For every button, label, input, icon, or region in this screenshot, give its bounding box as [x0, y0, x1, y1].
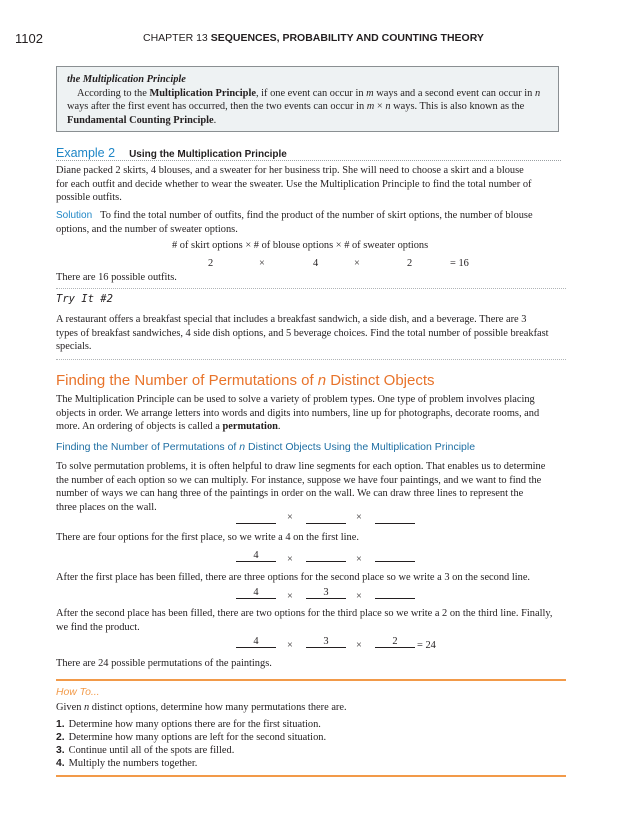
chapter-header	[143, 32, 484, 44]
how-to-step: 3. Continue until all of the spots are filled.	[56, 745, 235, 756]
filled-line: 3	[306, 587, 346, 599]
how-to-steps	[56, 718, 326, 770]
chapter-title: SEQUENCES, PROBABILITY AND COUNTING THEORY	[210, 32, 484, 44]
blank-line	[306, 512, 346, 524]
product-row: 4 × 3 × 2 = 24	[0, 636, 630, 650]
example-label: Example 2	[56, 146, 116, 160]
blank-line	[375, 550, 415, 562]
filled-line: 4	[236, 550, 276, 562]
how-to-step: 1. Determine how many options there are for the first situation.	[56, 719, 321, 730]
paragraph-line: To solve permutation problems, it is often helpful to draw line segments for each option. That enables us to determine	[56, 461, 546, 472]
chapter-label: CHAPTER 13	[143, 32, 208, 44]
page-number: 1102	[15, 31, 43, 46]
definition-box	[56, 66, 559, 132]
example-solution	[56, 209, 566, 236]
blank-line	[306, 550, 346, 562]
filled-lines-row: 4 × ×	[0, 550, 630, 564]
example-divider	[56, 160, 561, 161]
product-result: = 24	[417, 640, 436, 651]
solution-text: options, and the number of sweater options.	[56, 223, 238, 235]
paragraph-conclusion: There are 24 possible permutations of the paintings.	[56, 658, 272, 669]
filled-lines-row: 4 × 3 ×	[0, 587, 630, 601]
section-intro	[56, 393, 566, 434]
try-it-line: types of breakfast sandwiches, 4 side dish options, and 5 beverage choices. Find the total number of possible breakfast	[56, 327, 549, 339]
how-to-top-rule	[56, 679, 566, 681]
try-it-divider-bottom	[56, 359, 566, 360]
equation-header: # of skirt options × # of blouse options × # of sweater options	[172, 240, 429, 251]
try-it-line: specials.	[56, 341, 92, 353]
paragraph-line: number of ways we can hang three of the paintings in order on the wall. We can draw three lines to represent the	[56, 488, 524, 500]
example-conclusion: There are 16 possible outfits.	[56, 272, 177, 283]
how-to-step: 4. Multiply the numbers together.	[56, 758, 198, 769]
equation-value: 2	[407, 258, 413, 269]
example-title: Using the Multiplication Principle	[129, 149, 287, 160]
filled-line: 4	[236, 587, 276, 599]
example-problem-line: possible outfits.	[56, 192, 122, 204]
equation-value: 2	[208, 258, 214, 269]
try-it-divider-top	[56, 288, 566, 289]
definition-text: According to the Multiplication Principle, if one event can occur in m ways and a second event can occur in n	[77, 87, 541, 99]
definition-title: the Multiplication Principle	[67, 74, 186, 85]
equation-operator: ×	[354, 258, 360, 269]
equation-operator: ×	[259, 258, 265, 269]
paragraph-line: objects in order. We arrange letters into words and digits into numbers, line up for photographs, decorate rooms, and	[56, 407, 540, 419]
equation-value: 4	[313, 258, 319, 269]
try-it-text	[56, 313, 566, 354]
try-it-line: A restaurant offers a breakfast special that includes a breakfast sandwich, a side dish, and a beverage. There are 3	[56, 314, 527, 325]
try-it-label: Try It #2	[56, 293, 113, 305]
filled-line: 3	[306, 636, 346, 648]
section-heading: Finding the Number of Permutations of n Distinct Objects	[56, 372, 435, 389]
paragraph-third-place	[56, 607, 566, 634]
filled-line: 4	[236, 636, 276, 648]
how-to-bottom-rule	[56, 775, 566, 777]
solution-label: Solution	[56, 210, 93, 221]
definition-text-3: Fundamental Counting Principle.	[67, 114, 217, 126]
blank-line	[375, 587, 415, 599]
paragraph-line: three places on the wall.	[56, 501, 157, 513]
blank-line	[236, 512, 276, 524]
permutation-paragraph	[56, 460, 566, 514]
solution-text: To find the total number of outfits, find the product of the number of skirt options, the number of blouse	[100, 210, 533, 221]
paragraph-line: we find the product.	[56, 621, 140, 633]
paragraph-first-place: There are four options for the first place, so we write a 4 on the first line.	[56, 532, 359, 543]
paragraph-line: After the second place has been filled, there are two options for the third place so we write a 2 on the third line. Finally,	[56, 608, 553, 619]
paragraph-second-place: After the first place has been filled, there are three options for the second place so we write a 3 on the second line.	[56, 572, 531, 583]
example-problem-line: Diane packed 2 skirts, 4 blouses, and a sweater for her business trip. She will need to choose a skirt and a blouse	[56, 165, 524, 176]
blank-line	[375, 512, 415, 524]
paragraph-line: the number of each option so we can multiply. For instance, suppose we have four paintings, and we want to find the	[56, 474, 542, 486]
subsection-heading: Finding the Number of Permutations of n Distinct Objects Using the Multiplication Principle	[56, 441, 476, 453]
equation-result: = 16	[450, 258, 469, 269]
example-problem	[56, 164, 566, 205]
paragraph-line: The Multiplication Principle can be used to solve a variety of problem types. One type of problem involves placing	[56, 394, 535, 405]
blank-lines-row: × ×	[0, 512, 630, 526]
how-to-label: How To...	[56, 687, 100, 698]
paragraph-line: more. An ordering of objects is called a permutation.	[56, 421, 281, 433]
filled-line: 2	[375, 636, 415, 648]
definition-text-2: ways after the first event has occurred, then the two events can occur in m × n ways. This is also known as the	[67, 101, 525, 113]
how-to-intro: Given n distinct options, determine how many permutations there are.	[56, 702, 347, 713]
example-problem-line: for each outfit and decide whether to wear the sweater. Use the Multiplication Principle to find the total number of	[56, 178, 532, 190]
how-to-step: 2. Determine how many options are left for the second situation.	[56, 732, 327, 743]
